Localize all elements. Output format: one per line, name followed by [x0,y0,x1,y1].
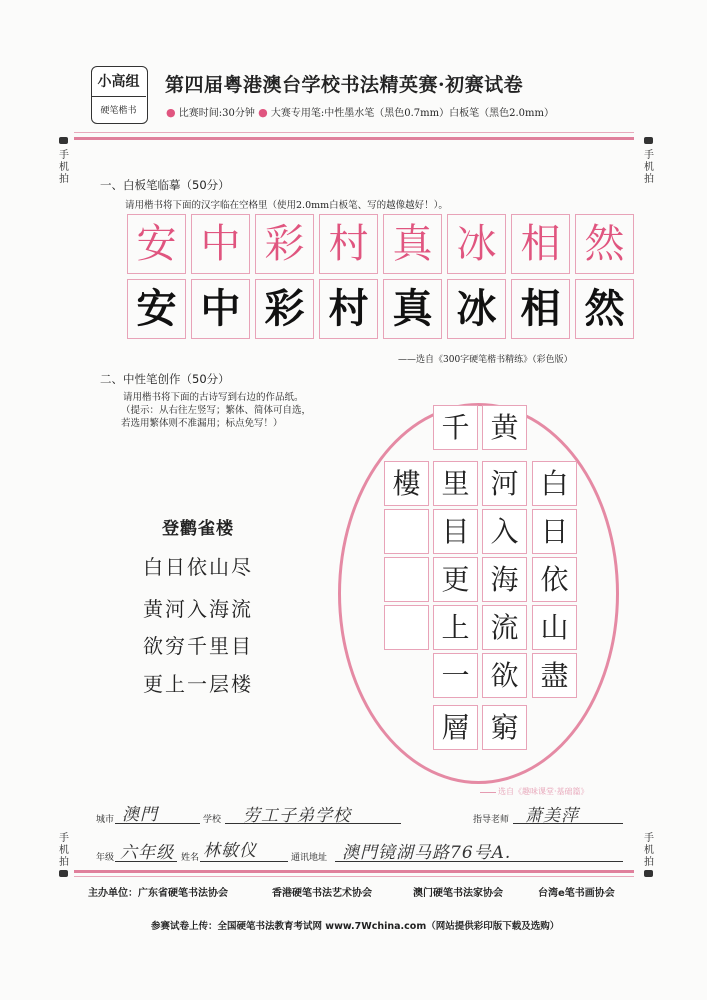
school-value[interactable]: 劳工子弟学校 [243,806,351,826]
section1-source: ——选自《300字硬笔楷书精练》（彩色版） [398,355,573,365]
time-info: 比赛时间:30分钟 [178,108,255,119]
sample-char-cell: 相 [511,214,570,274]
name-underline [200,861,288,862]
work-char-cell: 目 [433,509,478,554]
work-char-cell: 依 [532,557,577,602]
camera-icon [59,870,68,877]
group-divider [91,96,146,97]
city-underline [115,823,200,824]
organizer-2: 香港硬笔书法艺术协会 [272,888,372,899]
address-underline [335,861,623,862]
work-char-cell: 千 [433,405,478,450]
name-label: 姓名 [181,853,200,863]
sample-char-cell: 冰 [447,214,506,274]
school-label: 学校 [203,815,222,825]
section2-instruction-3: 若选用繁体则不准漏用；标点免写！） [121,418,283,429]
work-char-cell: 窮 [482,705,527,750]
work-char-cell: 上 [433,605,478,650]
work-char-cell: 日 [532,509,577,554]
section2-instruction-2: （提示：从右往左竖写；繁体、简体可自选， [121,405,312,416]
camera-icon [59,137,68,144]
pen-info: 大赛专用笔:中性墨水笔（黑色0.7mm）白板笔（黑色2.0mm） [270,108,554,119]
sample-char-cell: 安 [127,214,186,274]
sample-char-row [127,214,634,274]
section2-title: 二、中性笔创作（50分） [100,372,230,386]
sample-char-cell: 真 [383,214,442,274]
work-char-cell [384,605,429,650]
side-tag-right-top: 手机拍 [644,150,654,185]
section1-instruction: 请用楷书将下面的汉字临在空格里（使用2.0mm白板笔、写的越像越好！）。 [125,200,448,211]
header-rule-thin [74,132,634,133]
camera-icon [644,870,653,877]
work-char-cell: 層 [433,705,478,750]
work-char-cell [384,557,429,602]
written-char-cell: 然 [575,279,634,339]
school-underline [225,823,401,824]
work-char-cell: 入 [482,509,527,554]
group-label: 小高组 [97,74,140,90]
upload-info[interactable]: 参赛试卷上传：全国硬笔书法教育考试网 www.7Wchina.com（网站提供彩印版下载及选购） [151,921,560,932]
footer-rule-thick [74,870,634,873]
name-value[interactable]: 林敏仪 [203,841,257,861]
address-label: 通讯地址 [291,853,328,863]
work-char-cell: 白 [532,461,577,506]
side-tag-left-top: 手机拍 [59,150,69,185]
work-source-note: 选自《趣味课堂·基础篇》 [498,787,589,796]
sample-char-cell: 彩 [255,214,314,274]
note-dash [480,792,496,793]
written-char-row [127,279,634,339]
header-rule-thick [74,137,634,140]
city-label: 城市 [96,815,115,825]
exam-info [166,104,554,119]
poem-line: 欲穷千里目 [143,634,253,658]
organizer-3: 澳门硬笔书法家协会 [413,888,503,899]
section2-instruction-1: 请用楷书将下面的古诗写到右边的作品纸。 [123,392,304,403]
written-char-cell: 相 [511,279,570,339]
sample-char-cell: 然 [575,214,634,274]
work-char-cell: 盡 [532,653,577,698]
teacher-underline [513,823,623,824]
category-label: 硬笔楷书 [100,105,137,116]
bullet-icon: ● [258,106,268,119]
work-char-cell: 海 [482,557,527,602]
poem-line: 更上一层楼 [143,672,253,696]
work-char-cell: 欲 [482,653,527,698]
work-char-cell: 山 [532,605,577,650]
sample-char-cell: 中 [191,214,250,274]
grade-value[interactable]: 六年级 [120,843,174,863]
work-char-cell: 一 [433,653,478,698]
side-tag-right-bottom: 手机拍 [644,833,654,868]
poem-line: 白日依山尽 [143,555,253,579]
work-char-cell: 流 [482,605,527,650]
section1-title: 一、白板笔临摹（50分） [100,178,230,192]
written-char-cell: 村 [319,279,378,339]
grade-label: 年级 [96,853,115,863]
poem-title: 登鹳雀楼 [162,519,234,539]
work-char-cell: 更 [433,557,478,602]
work-char-cell: 河 [482,461,527,506]
work-char-cell: 樓 [384,461,429,506]
written-char-cell: 中 [191,279,250,339]
teacher-label: 指导老师 [473,815,510,825]
sample-char-cell: 村 [319,214,378,274]
organizer-1: 主办单位：广东省硬笔书法协会 [88,888,228,899]
footer-rule-thin [74,876,634,877]
teacher-value[interactable]: 萧美萍 [525,806,579,826]
work-char-cell [384,509,429,554]
work-char-cell: 里 [433,461,478,506]
grade-underline [115,861,177,862]
side-tag-left-bottom: 手机拍 [59,833,69,868]
written-char-cell: 真 [383,279,442,339]
written-char-cell: 安 [127,279,186,339]
city-value[interactable]: 澳門 [122,805,158,825]
poem-line: 黄河入海流 [143,597,253,621]
written-char-cell: 彩 [255,279,314,339]
address-value[interactable]: 澳門镜湖马路76号A. [342,843,512,863]
camera-icon [644,137,653,144]
page-title: 第四届粤港澳台学校书法精英赛·初赛试卷 [165,74,524,96]
bullet-icon: ● [166,106,176,119]
written-char-cell: 冰 [447,279,506,339]
work-char-cell: 黄 [482,405,527,450]
organizer-4: 台湾e笔书画协会 [538,888,615,899]
